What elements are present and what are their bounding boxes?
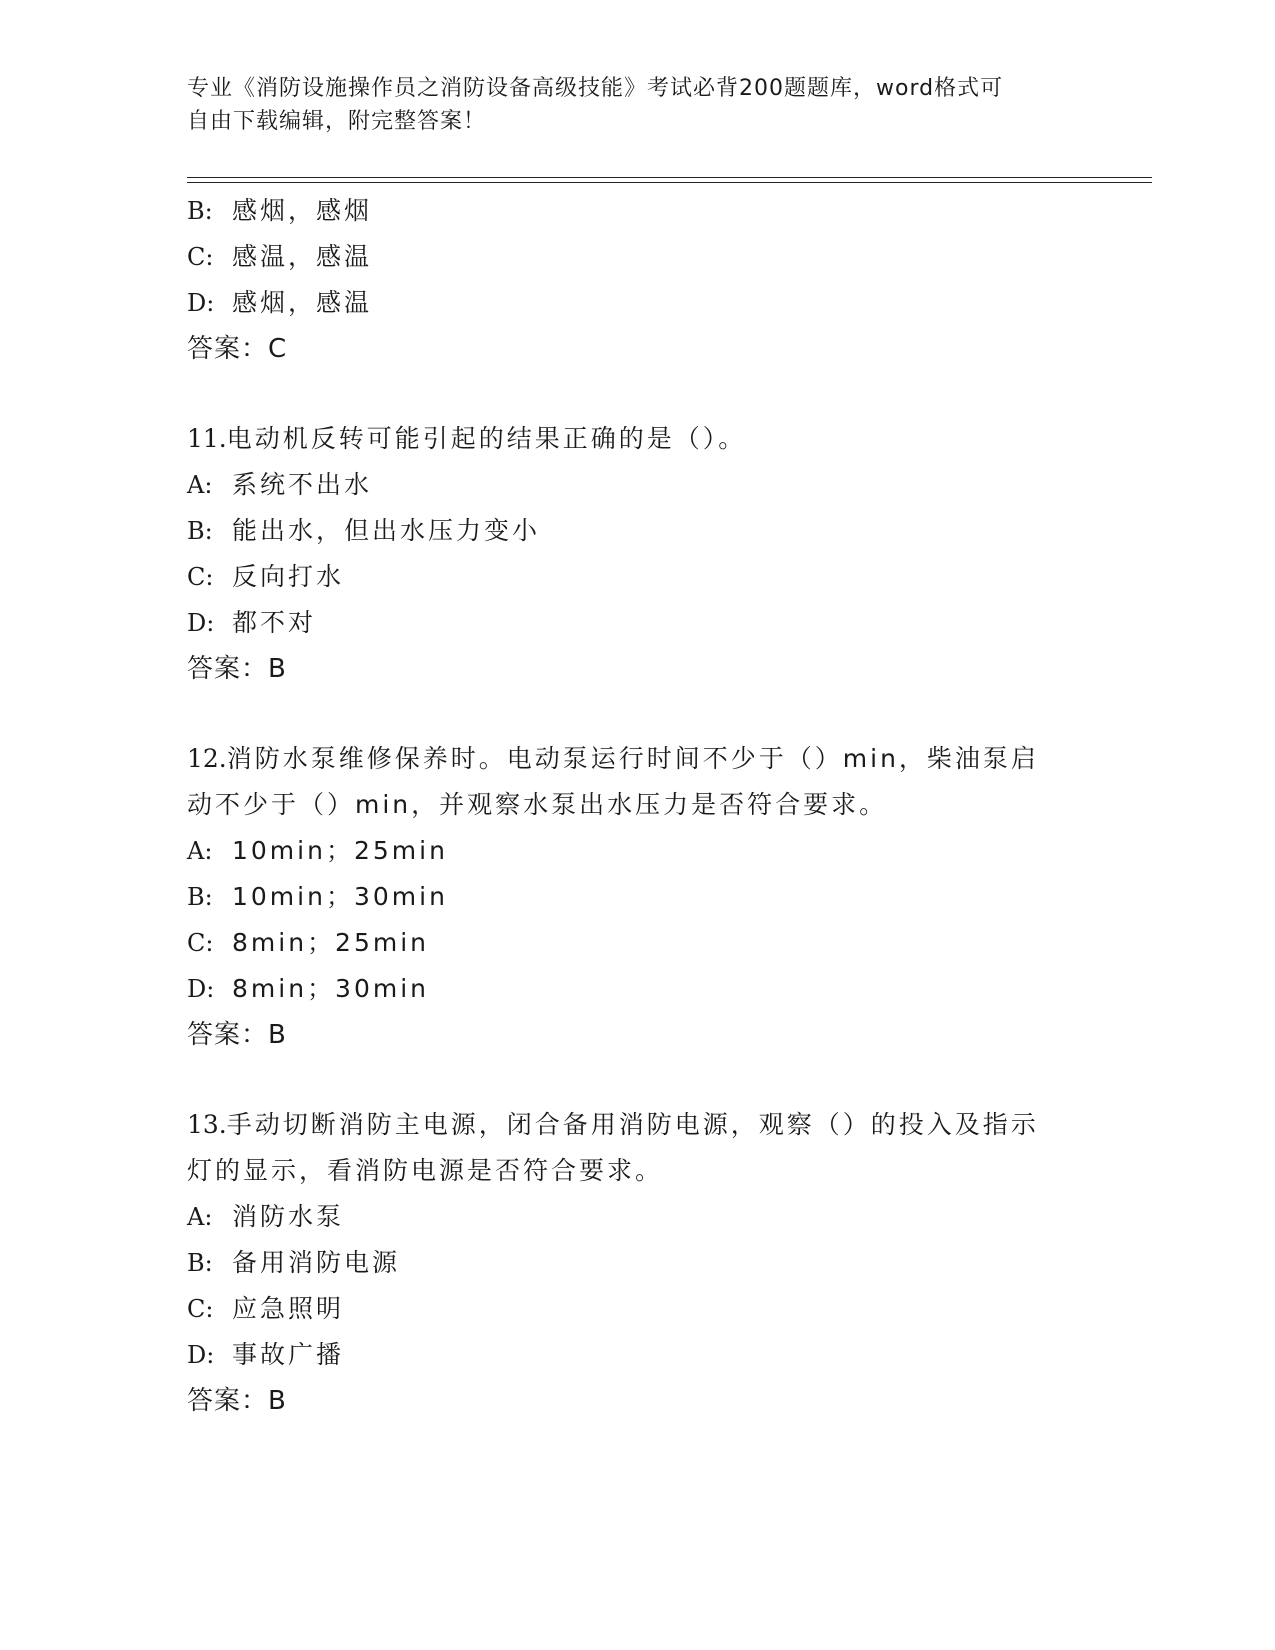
question-stem — [187, 416, 1087, 462]
option-d — [187, 966, 1087, 1012]
option-a — [187, 828, 1087, 874]
option-b — [187, 1240, 1087, 1286]
option-letter: A: — [187, 837, 213, 865]
document-body — [187, 188, 1087, 1424]
question-text-line-1: 电动机反转可能引起的结果正确的是（）。 — [226, 424, 747, 453]
answer-line: 答案：B — [187, 1386, 287, 1416]
option-text: 反向打水 — [232, 562, 345, 591]
option-text: 10min；25min — [232, 836, 448, 865]
option-text: 8min；25min — [232, 928, 430, 957]
header-divider-bottom — [187, 182, 1152, 183]
option-letter: B: — [187, 883, 213, 911]
header-line-2: 自由下载编辑，附完整答案！ — [187, 109, 487, 134]
question-stem — [187, 736, 1087, 828]
question-text-line-1: 手动切断消防主电源，闭合备用消防电源，观察（）的投入及指示 — [226, 1110, 1039, 1139]
question-text-line-1: 消防水泵维修保养时。电动泵运行时间不少于（）min，柴油泵启 — [226, 744, 1039, 773]
option-letter: B: — [187, 197, 213, 225]
header-line-1: 专业《消防设施操作员之消防设备高级技能》考试必背200题题库，word格式可 — [187, 76, 1004, 101]
option-b — [187, 874, 1087, 920]
option-letter: D: — [187, 1341, 215, 1369]
option-b — [187, 508, 1087, 554]
question-number: 13. — [187, 1110, 227, 1139]
option-text: 系统不出水 — [232, 470, 373, 499]
option-text: 感烟，感温 — [232, 288, 373, 317]
option-text: 都不对 — [232, 608, 317, 637]
option-letter: C: — [187, 1295, 214, 1323]
option-text: 消防水泵 — [232, 1202, 345, 1231]
option-text: 能出水，但出水压力变小 — [232, 516, 541, 545]
option-c — [187, 234, 1087, 280]
option-text: 应急照明 — [232, 1294, 345, 1323]
question-10-continued — [187, 188, 1087, 372]
option-letter: B: — [187, 517, 213, 545]
question-number: 12. — [187, 744, 227, 773]
question-stem — [187, 1102, 1087, 1194]
option-letter: C: — [187, 243, 214, 271]
question-text-line-2: 灯的显示，看消防电源是否符合要求。 — [187, 1156, 664, 1185]
option-letter: A: — [187, 471, 213, 499]
answer-line: 答案：B — [187, 654, 287, 684]
question-11 — [187, 416, 1087, 692]
option-text: 感烟，感烟 — [232, 196, 373, 225]
option-letter: C: — [187, 563, 214, 591]
option-d — [187, 1332, 1087, 1378]
option-c — [187, 554, 1087, 600]
option-c — [187, 920, 1087, 966]
option-letter: D: — [187, 289, 215, 317]
option-letter: D: — [187, 975, 215, 1003]
option-text: 感温，感温 — [232, 242, 373, 271]
option-letter: B: — [187, 1249, 213, 1277]
option-letter: C: — [187, 929, 214, 957]
question-13 — [187, 1102, 1087, 1424]
option-d — [187, 280, 1087, 326]
option-letter: A: — [187, 1203, 213, 1231]
option-b — [187, 188, 1087, 234]
answer-line: 答案：C — [187, 334, 288, 364]
document-header — [187, 72, 1087, 138]
option-text: 8min；30min — [232, 974, 430, 1003]
option-letter: D: — [187, 609, 215, 637]
answer-line: 答案：B — [187, 1020, 287, 1050]
option-text: 备用消防电源 — [232, 1248, 401, 1277]
option-c — [187, 1286, 1087, 1332]
option-a — [187, 1194, 1087, 1240]
option-text: 事故广播 — [232, 1340, 345, 1369]
question-text-line-2: 动不少于（）min，并观察水泵出水压力是否符合要求。 — [187, 790, 888, 819]
option-text: 10min；30min — [232, 882, 448, 911]
question-number: 11. — [187, 424, 227, 453]
option-d — [187, 600, 1087, 646]
option-a — [187, 462, 1087, 508]
question-12 — [187, 736, 1087, 1058]
header-divider-top — [187, 177, 1152, 178]
